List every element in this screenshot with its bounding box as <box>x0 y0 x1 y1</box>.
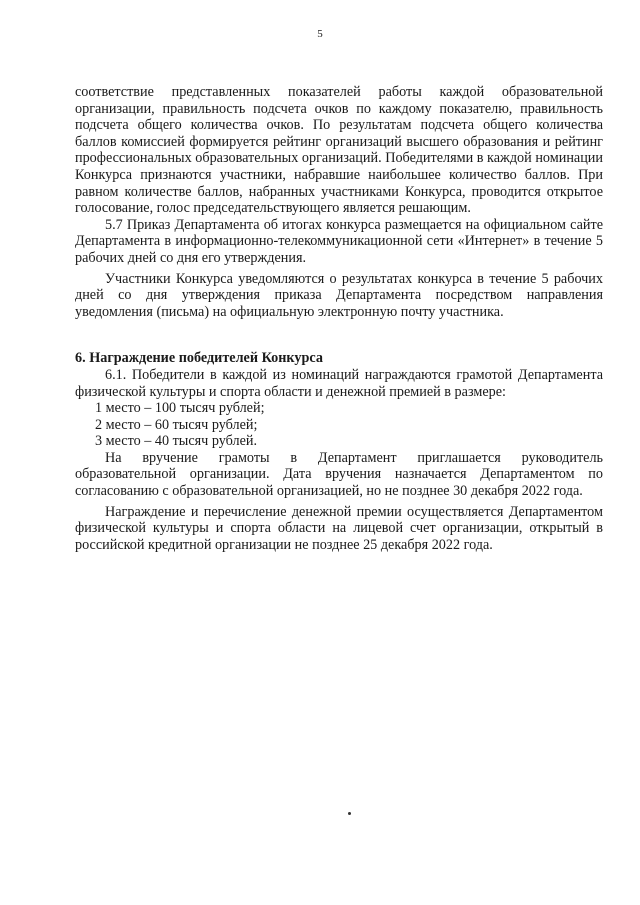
paragraph-participants-notice: Участники Конкурса уведомляются о результатах конкурса в течение 5 рабочих дней со дня утверждения приказа Департамента посредством направления уведомления (письма) на официальную электронную почту участника. <box>75 270 603 320</box>
document-body <box>75 84 603 553</box>
paragraph-prize-transfer: Награждение и перечисление денежной премии осуществляется Департаментом физической культуры и спорта области на лицевой счет организации, открытый в российской кредитной организации не позднее 25 декабря 2022 года. <box>75 503 603 553</box>
paragraph-5-7: 5.7 Приказ Департамента об итогах конкурса размещается на официальном сайте Департамента в информационно-телекоммуникационной сети «Интернет» в течение 5 рабочих дней со дня его утверждения. <box>75 216 603 266</box>
section-6-heading: 6. Награждение победителей Конкурса <box>75 350 323 367</box>
paragraph-commission-rating: соответствие представленных показателей работы каждой образовательной организации, правильность подсчета очков по каждому показателю, правильность подсчета общего количества очков. По результатам подсчета общего количества баллов комиссией формируется рейтинг организаций высшего образования и рейтинг профессиональных образовательных организаций. Победителями в каждой номинации Конкурса признаются участники, набравшие наибольшее количество баллов. При равном количестве баллов, набранных участниками Конкурса, проводится открытое голосование, голос председательствующего является решающим. <box>75 84 603 217</box>
prize-place-1: 1 место – 100 тысяч рублей; <box>95 400 265 417</box>
scan-speck <box>348 812 351 815</box>
paragraph-6-1: 6.1. Победители в каждой из номинаций награждаются грамотой Департамента физической культуры и спорта области и денежной премией в размере: <box>75 366 603 400</box>
page-number: 5 <box>317 28 323 40</box>
paragraph-award-ceremony: На вручение грамоты в Департамент приглашается руководитель образовательной организации. Дата вручения назначается Департаментом по согласованию с образовательной организацией, но не позднее 30 декабря 2022 года. <box>75 449 603 500</box>
prize-place-2: 2 место – 60 тысяч рублей; <box>95 416 258 433</box>
prize-place-3: 3 место – 40 тысяч рублей. <box>95 433 258 450</box>
